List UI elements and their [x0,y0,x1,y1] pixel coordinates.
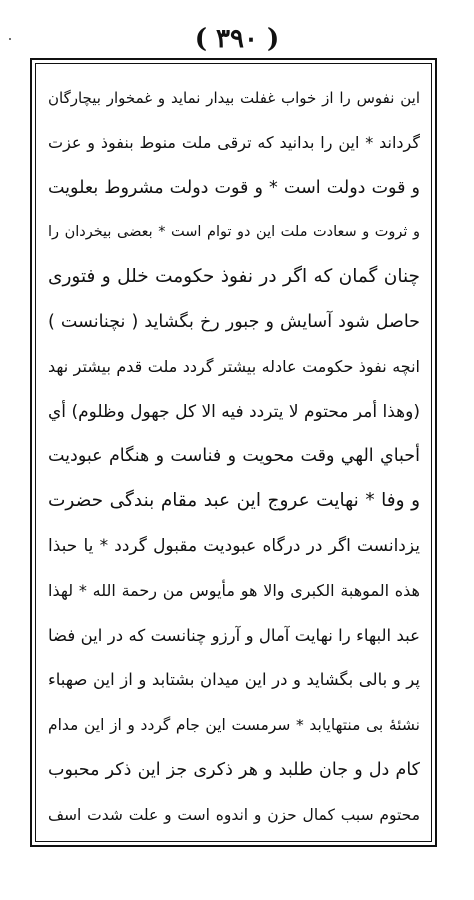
text-line-3: و قوت دولت است * و قوت دولت مشروط بعلویت [48,177,420,198]
text-line-14: پر و بالی بگشاید و در این میدان بشتابد و از این صهباء [48,670,420,690]
text-line-15: نشئهٔ بی منتهایابد * سرمست این جام گردد و از این مدام [48,716,420,735]
text-line-12: هذه الموهبة الكبرى والا هو مأيوس من رحمة الله * لهذا [48,580,420,600]
text-line-11: یزدانست اگر در درگاه عبودیت مقبول گردد * یا حبذا [48,535,420,556]
text-line-9: أحباي الهي وقت محويت و فناست و هنگام عبوديت [48,446,420,467]
text-line-7: انچه نفوذ حکومت عادله بیشتر گردد ملت قدم بیشتر نهد [48,356,420,376]
body-text [48,76,420,838]
text-line-13: عبد البهاء را نهایت آمال و آرزو چنانست که در این فضا [48,625,420,645]
text-line-2: گرداند * این را بدانید که ترقی ملت منوط بنفوذ و عزت [48,132,420,152]
page-number: ( ۳۹۰ ) [194,24,280,54]
text-line-8: (وهذا أمر محتوم لا يتردد فيه الا كل جهول وظلوم) أي [48,401,420,422]
text-line-1: این نفوس را از خواب غفلت بیدار نماید و غمخوار بیچارگان [48,89,420,107]
text-line-16: کام دل و جان طلبد و هر ذکری جز این ذکر محبوب [48,759,420,780]
text-line-4: و ثروت و سعادت ملت این دو توام است * بعضی بیخردان را [48,224,420,241]
text-line-6: حاصل شود آسایش و جبور رخ بگشاید ( نچنانست ) [48,311,420,332]
text-line-5: چنان گمان که اگر در نفوذ حکومت خلل و فتوری [48,266,420,288]
text-line-10: و وفا * نهایت عروج این عبد مقام بندگی حضرت [48,490,420,512]
text-line-17: محتوم سبب کمال حزن و اندوه است و علت شدت اسف [48,805,420,824]
